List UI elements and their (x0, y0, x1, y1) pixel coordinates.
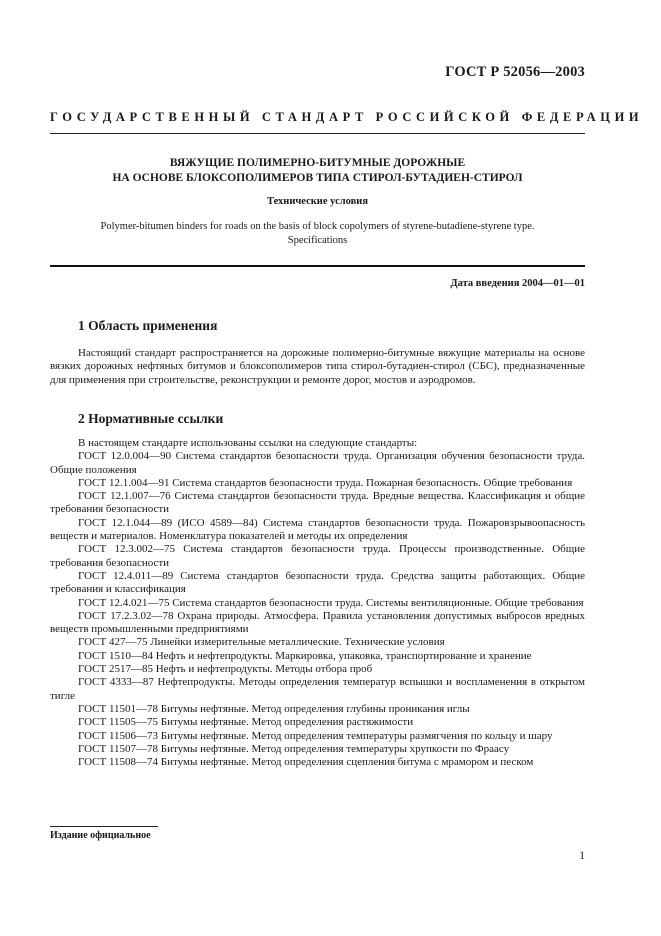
footer-divider (50, 826, 158, 827)
reference-item: ГОСТ 2517—85 Нефть и нефтепродукты. Методы отбора проб (78, 663, 373, 676)
header-divider (50, 133, 585, 134)
section-1-heading: 1 Область применения (78, 318, 218, 333)
reference-item: ГОСТ 12.1.044—89 (ИСО 4589—84) Система стандартов безопасности труда. Пожаровзрывоопасность веществ и материалов. Номенклатура показателей и методы их определения (50, 516, 585, 543)
edition-note: Издание официальное (50, 830, 151, 841)
reference-item: ГОСТ 12.4.021—75 Система стандартов безопасности труда. Системы вентиляционные. Общие требования (78, 596, 584, 609)
reference-item: ГОСТ 427—75 Линейки измерительные металлические. Технические условия (78, 636, 445, 649)
section-1-body (50, 347, 585, 387)
title-line-1: ВЯЖУЩИЕ ПОЛИМЕРНО-БИТУМНЫЕ ДОРОЖНЫЕ (169, 157, 466, 169)
page-number: 1 (579, 850, 585, 862)
english-title-line-2: Specifications (287, 234, 348, 246)
section-2-heading: 2 Нормативные ссылки (78, 411, 224, 426)
reference-item: ГОСТ 12.3.002—75 Система стандартов безопасности труда. Процессы производственные. Общие требования безопасности (50, 543, 585, 569)
reference-item: ГОСТ 11505—75 Битумы нефтяные. Метод определения растяжимости (78, 716, 414, 729)
introduction-date: Дата введения 2004—01—01 (450, 278, 585, 289)
document-title (50, 156, 585, 186)
standard-number: ГОСТ Р 52056—2003 (445, 64, 585, 80)
reference-item: ГОСТ 4333—87 Нефтепродукты. Методы определения температур вспышки и воспламенения в открытом тигле (50, 676, 585, 702)
reference-item: ГОСТ 12.0.004—90 Система стандартов безопасности труда. Организация обучения безопасности труда. Общие положения (50, 450, 585, 476)
reference-item: ГОСТ 1510—84 Нефть и нефтепродукты. Маркировка, упаковка, транспортирование и хранение (78, 649, 532, 662)
reference-item: ГОСТ 12.1.004—91 Система стандартов безопасности труда. Пожарная безопасность. Общие требования (78, 476, 573, 489)
reference-item: ГОСТ 12.4.011—89 Система стандартов безопасности труда. Средства защиты работающих. Общие требования и классификация (50, 569, 585, 596)
references-list (50, 437, 585, 769)
english-title-line-1: Polymer-bitumen binders for roads on the basis of block copolymers of styrene-butadiene-styrene type. (100, 221, 535, 232)
title-divider (50, 265, 585, 267)
reference-item: ГОСТ 12.1.007—76 Система стандартов безопасности труда. Вредные вещества. Классификация и общие требования безопасности (50, 490, 585, 516)
reference-item: ГОСТ 11507—78 Битумы нефтяные. Метод определения температуры хрупкости по Фраасу (78, 742, 510, 755)
state-standard-heading: ГОСУДАРСТВЕННЫЙ СТАНДАРТ РОССИЙСКОЙ ФЕДЕРАЦИИ (50, 110, 644, 124)
reference-item: ГОСТ 11506—73 Битумы нефтяные. Метод определения температуры размягчения по кольцу и шару (78, 729, 553, 742)
title-line-2: НА ОСНОВЕ БЛОКСОПОЛИМЕРОВ ТИПА СТИРОЛ-БУТАДИЕН-СТИРОЛ (112, 172, 523, 184)
document-subtitle: Технические условия (266, 196, 369, 207)
section-1-paragraph: Настоящий стандарт распространяется на дорожные полимерно-битумные вяжущие материалы на основе вязких дорожных нефтяных битумов и блоксополимеров типа стирол-бутадиен-стирол (СБС), предназначенные для применения при строительстве, реконструкции и ремонте дорог, мостов и аэродромов. (50, 347, 585, 386)
reference-item: ГОСТ 17.2.3.02—78 Охрана природы. Атмосфера. Правила установления допустимых выбросов вредных веществ промышленными предприятиями (50, 609, 585, 636)
english-title (50, 220, 585, 247)
reference-item: ГОСТ 11508—74 Битумы нефтяные. Метод определения сцепления битума с мрамором и песком (78, 756, 534, 769)
references-intro: В настоящем стандарте использованы ссылки на следующие стандарты: (78, 437, 418, 449)
reference-item: ГОСТ 11501—78 Битумы нефтяные. Метод определения глубины проникания иглы (78, 702, 470, 715)
